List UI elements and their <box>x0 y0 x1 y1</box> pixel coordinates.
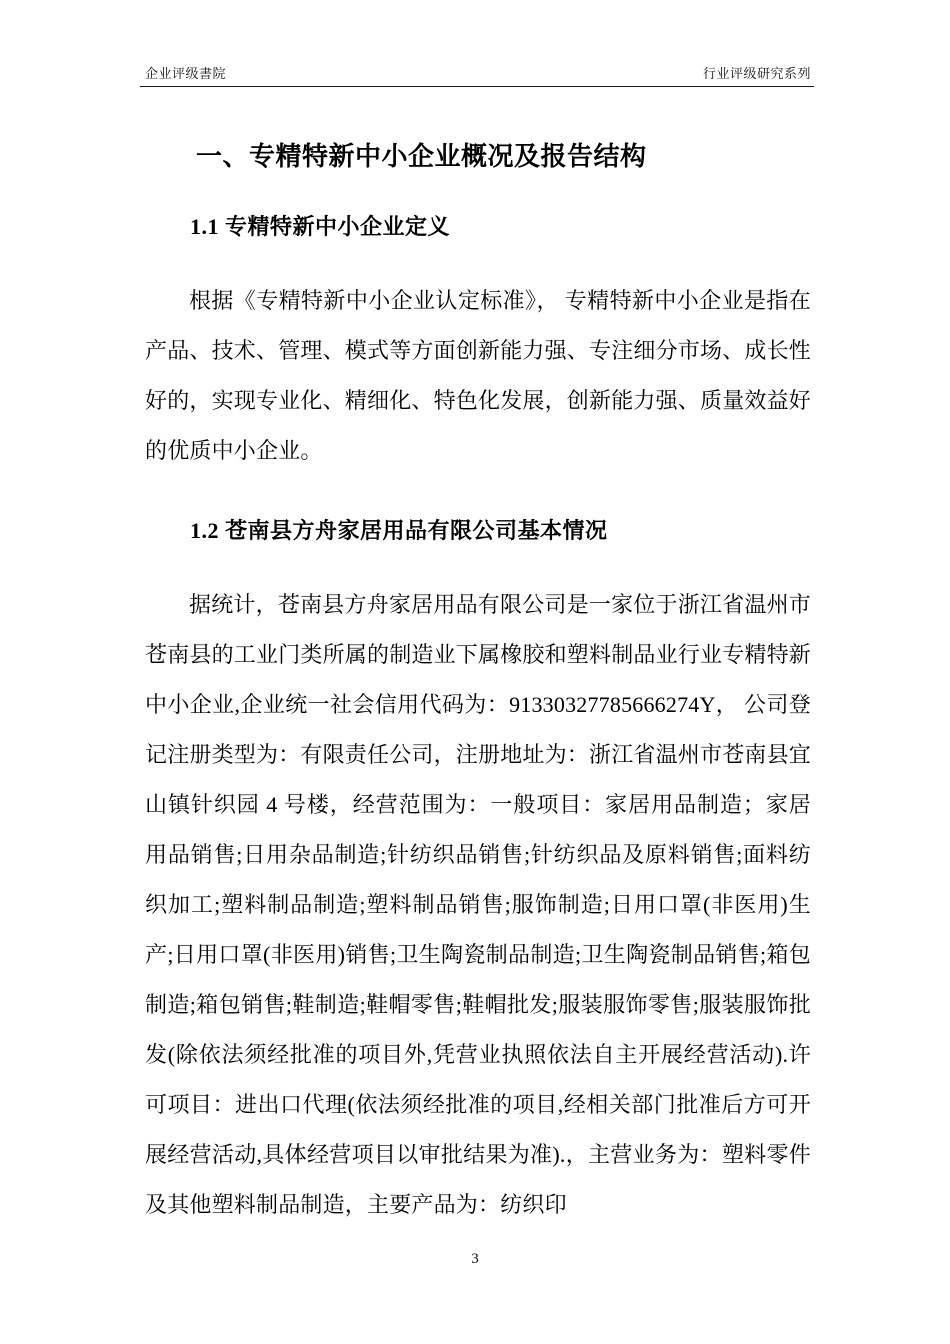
header-divider <box>140 86 814 87</box>
page-footer <box>0 1251 950 1268</box>
section-1-2-heading: 1.2 苍南县方舟家居用品有限公司基本情况 <box>190 518 608 543</box>
chapter-heading: 一、专精特新中小企业概况及报告结构 <box>196 142 647 171</box>
section-1-1-heading: 1.1 专精特新中小企业定义 <box>190 214 451 239</box>
header-left-text: 企业评级書院 <box>145 66 227 81</box>
document-header <box>145 63 811 82</box>
page-number: 3 <box>471 1251 479 1267</box>
header-right-text: 行业评级研究系列 <box>702 66 811 81</box>
document-body <box>145 142 811 1230</box>
section-1-1-paragraph: 根据《专精特新中小企业认定标准》， 专精特新中小企业是指在产品、技术、管理、模式等方面创新能力强、专注细分市场、成长性好的，实现专业化、精细化、特色化发展，创新能力强、质量效益好的优质中小企业。 <box>145 288 812 463</box>
section-1-2-paragraph: 据统计，苍南县方舟家居用品有限公司是一家位于浙江省温州市苍南县的工业门类所属的制造业下属橡胶和塑料制品业行业专精特新中小企业,企业统一社会信用代码为：91330327785666274Y， 公司登记注册类型为：有限责任公司，注册地址为：浙江省温州市苍南县宜山镇针织园 4 号楼，经营范围为：一般项目：家居用品制造；家居用品销售;日用杂品制造;针纺织品销售;针纺织品及原料销售;面料纺织加工;塑料制品制造;塑料制品销售;服饰制造;日用口罩(非医用)生产;日用口罩(非医用)销售;卫生陶瓷制品制造;卫生陶瓷制品销售;箱包制造;箱包销售;鞋制造;鞋帽零售;鞋帽批发;服装服饰零售;服装服饰批发(除依法须经批准的项目外,凭营业执照依法自主开展经营活动).许可项目：进出口代理(依法须经批准的项目,经相关部门批准后方可开展经营活动,具体经营项目以审批结果为准).，主营业务为：塑料零件及其他塑料制品制造，主要产品为：纺织印 <box>145 592 812 1217</box>
